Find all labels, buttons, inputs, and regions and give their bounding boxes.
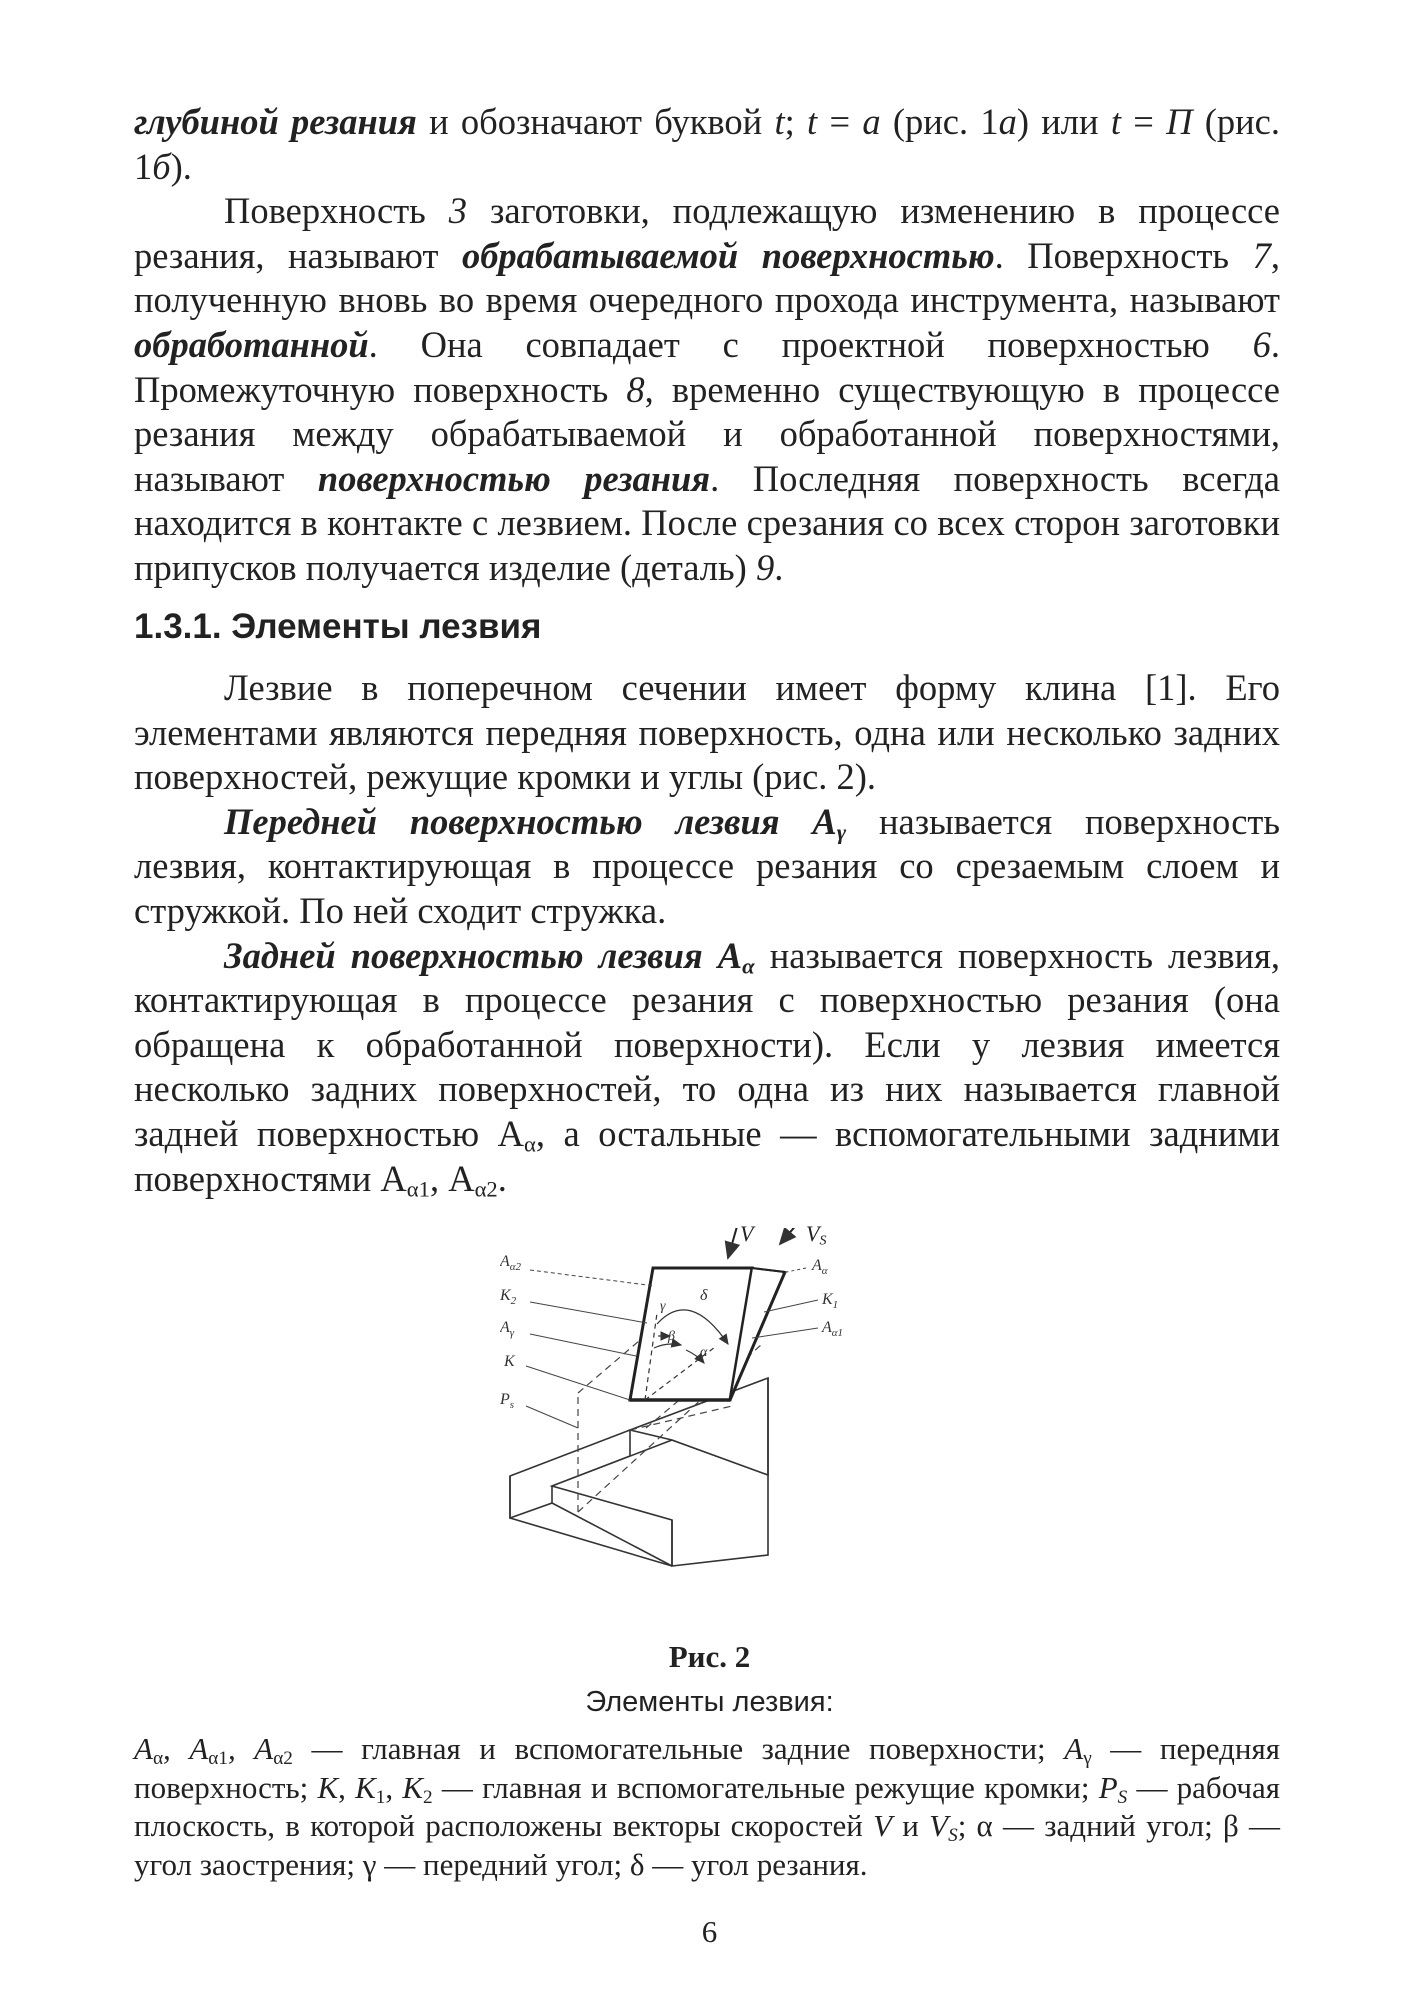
figure-subtitle: Элементы лезвия: bbox=[585, 1686, 834, 1718]
label-v: V bbox=[740, 1221, 754, 1246]
paragraph-5: Задней поверхностью лезвия $A_\alpha$ называется поверхность лезвия, контактирующая в процессе резания с поверхностью резания (она обращена к обработанной поверхности). Если у лезвия имеется несколько задних поверхностей, то одна из них называется главной задней поверхностью $A_\alpha$, а остальные — вспомогательными задними поверхностями $A_{\alpha 1}$, $A_{\alpha 2}$. bbox=[134, 934, 1280, 1202]
label-aa: $A_\alpha$ bbox=[812, 1257, 828, 1277]
label-ps: $P_s$ bbox=[500, 1391, 515, 1411]
label-gamma: γ bbox=[660, 1299, 666, 1314]
label-aa2: $A_{\alpha 2}$ bbox=[500, 1253, 522, 1273]
section-heading: 1.3.1. Элементы лезвия bbox=[134, 607, 542, 646]
label-delta: δ bbox=[700, 1287, 708, 1304]
label-k: K bbox=[504, 1353, 515, 1370]
paragraph-2: Поверхность 3 заготовки, подлежащую изменению в процессе резания, называют обрабатываемой поверхностью. Поверхность 7, полученную вновь во время очередного прохода инструмента, называют обработанной. Она совпадает с проектной поверхностью 6. Промежуточную поверхность 8, временно существующую в процессе резания между обрабатываемой и обработанной поверхностями, называют поверхностью резания. Последняя поверхность всегда находится в контакте с лезвием. После срезания со всех сторон заготовки припусков получается изделие (деталь) 9. bbox=[134, 190, 1281, 588]
paragraph-4: Передней поверхностью лезвия $A_\gamma$ называется поверхность лезвия, контактирующая в процессе резания со срезаемым слоем и стружкой. По ней сходит стружка. bbox=[134, 800, 1280, 931]
label-vs: $V_S$ bbox=[806, 1221, 827, 1249]
label-k2: $K_2$ bbox=[500, 1287, 517, 1307]
label-ag: $A_\gamma$ bbox=[500, 1319, 515, 1339]
body-text-top bbox=[134, 100, 1280, 591]
label-aa1: $A_{\alpha 1}$ bbox=[822, 1319, 844, 1339]
figure-title: Рис. 2 bbox=[668, 1639, 751, 1674]
label-beta: β bbox=[668, 1329, 675, 1344]
figure-caption: $A_\alpha$, $A_{\alpha 1}$, $A_{\alpha 2}$ — главная и вспомогательные задние поверхности; $A_\gamma$ — передняя поверхность; K, $K_1$, $K_2$ — главная и вспомогательные режущие кромки; $P_S$ — рабочая плоскость, в которой расположены векторы скоростей V и $V_S$; α — задний угол; β — угол заострения; γ — передний угол; δ — угол резания. bbox=[134, 1731, 1280, 1882]
paragraph-3: Лезвие в поперечном сечении имеет форму клина [1]. Его элементами являются передняя поверхность, одна или несколько задних поверхностей, режущие кромки и углы (рис. 2). bbox=[134, 667, 1280, 798]
label-k1: $K_1$ bbox=[822, 1291, 839, 1311]
label-alpha: α bbox=[700, 1345, 708, 1360]
body-text-section bbox=[134, 666, 1280, 1201]
blade-diagram bbox=[500, 1228, 960, 1638]
paragraph-1: глубиной резания и обозначают буквой t; t = a (рис. 1а) или t = П (рис. 1б). bbox=[134, 101, 1280, 187]
page-number: 6 bbox=[701, 1914, 718, 1949]
figure-blade-elements bbox=[500, 1228, 960, 1638]
